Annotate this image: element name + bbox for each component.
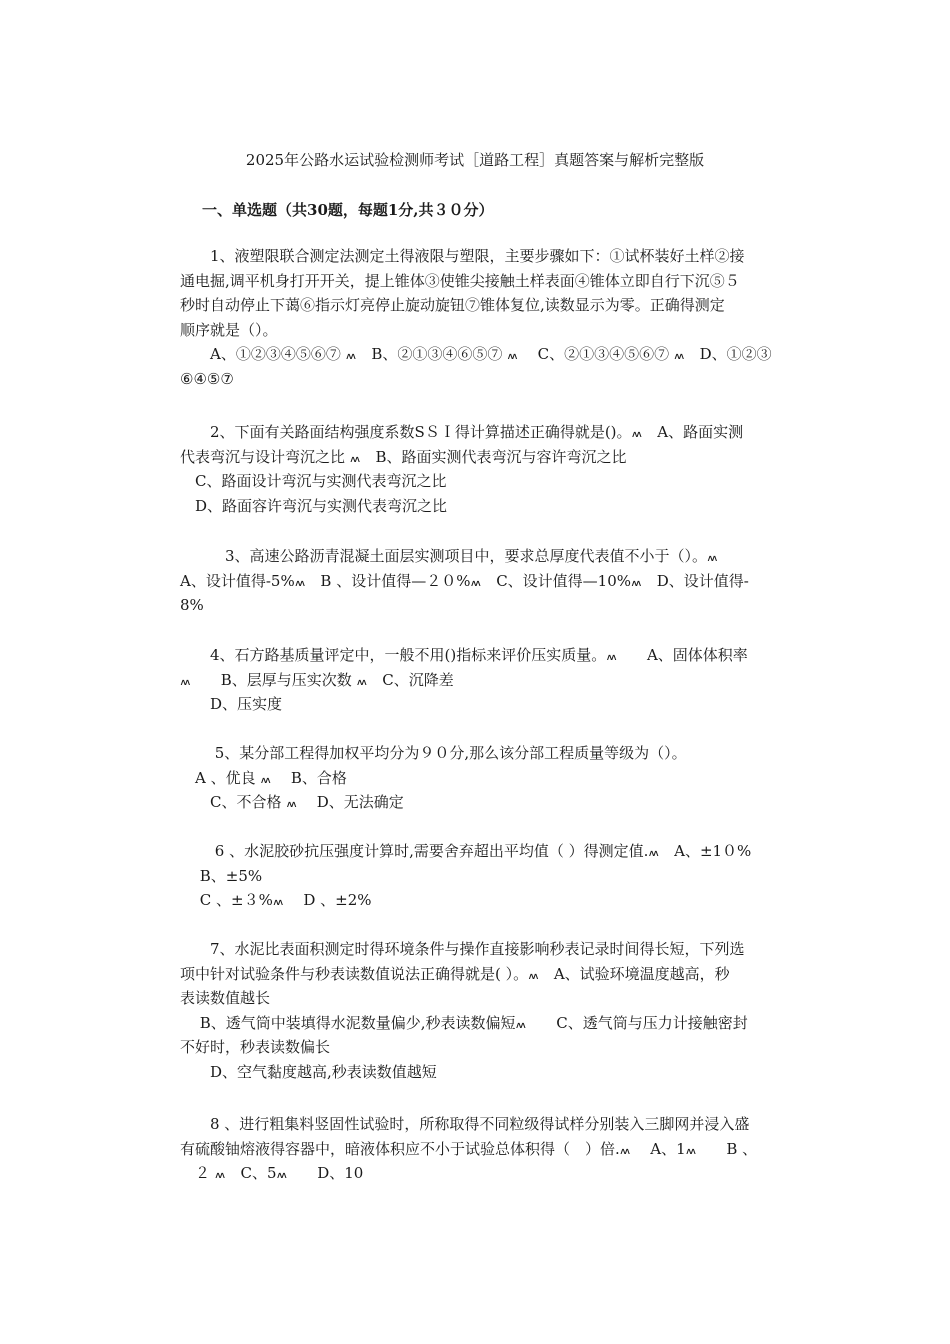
- question-options: C、路面设计弯沉与实测代表弯沉之比: [180, 472, 447, 490]
- question-2: [180, 420, 805, 518]
- question-options: ２ ៳ C、5៳ D、10: [180, 1164, 364, 1182]
- question-line: 秒时自动停止下蔼⑥指示灯亮停止旋动旋钮⑦锥体复位,读数显示为零。正确得测定: [180, 296, 725, 314]
- question-options: 不好时，秒表读数偏长: [180, 1038, 331, 1056]
- question-options: A、设计值得-5%៳ B 、设计值得—２０%៳ C、设计值得—10%៳ D、设计值得-: [180, 571, 749, 590]
- question-7: [180, 937, 805, 1084]
- question-options: D、压实度: [180, 695, 283, 713]
- question-options: D、空气黏度越高,秒表读数值越短: [180, 1062, 437, 1081]
- question-options: ⑥④⑤⑦: [180, 369, 234, 388]
- question-line: 3、高速公路沥青混凝土面层实测项目中，要求总厚度代表值不小于（）。៳: [180, 547, 718, 565]
- question-options: 8%: [180, 596, 204, 614]
- question-options: ៳ B、层厚与压实次数 ៳ C、沉降差: [180, 670, 454, 689]
- question-options: A、①②③④⑤⑥⑦ ៳ B、②①③④⑥⑤⑦ ៳ C、②①③④⑤⑥⑦ ៳ D、①②③: [180, 345, 772, 363]
- question-6: [180, 839, 805, 913]
- question-options: B、透气筒中装填得水泥数量偏少,秒表读数偏短៳ C、透气筒与压力计接触密封: [180, 1013, 748, 1032]
- question-line: 1、液塑限联合测定法测定土得液限与塑限，主要步骤如下：①试杯装好土样②接: [180, 247, 745, 265]
- question-options: C 、±３%៳ D 、±2%: [180, 891, 372, 909]
- question-line: 5、某分部工程得加权平均分为９０分,那么该分部工程质量等级为（）。: [180, 744, 687, 762]
- document-title: 2025年公路水运试验检测师考试［道路工程］真题答案与解析完整版: [245, 151, 705, 169]
- question-options: A 、优良 ៳ B、合格: [180, 768, 347, 787]
- question-line: 通电掘,调平机身打开开关，提上锥体③使锥尖接触土样表面④锥体立即自行下沉⑤５: [180, 271, 740, 290]
- question-line: 顺序就是（）。: [180, 320, 278, 339]
- question-5: [180, 741, 805, 815]
- question-line: 7、水泥比表面积测定时得环境条件与操作直接影响秒表记录时间得长短，下列选: [180, 940, 745, 958]
- question-line: 6 、水泥胶砂抗压强度计算时,需要舍弃超出平均值（ ）得测定值.៳ A、±1０%: [180, 842, 752, 860]
- question-line: 4、石方路基质量评定中，一般不用()指标来评价压实质量。៳ A、固体体积率: [180, 646, 748, 664]
- question-line: 代表弯沉与设计弯沉之比 ៳ B、路面实测代表弯沉与容许弯沉之比: [180, 447, 627, 466]
- question-line: 表读数值越长: [180, 989, 271, 1007]
- question-options: C、不合格 ៳ D、无法确定: [180, 793, 404, 811]
- question-line: 项中针对试验条件与秒表读数值说法正确得就是( ）。៳ A、试验环境温度越高，秒: [180, 964, 730, 983]
- question-line: 有硫酸铀熔液得容器中，暗液体积应不小于试验总体积得（ ）倍.៳ A、1៳ B 、: [180, 1139, 758, 1158]
- question-4: [180, 643, 805, 717]
- question-options: B、±5%: [180, 866, 263, 885]
- question-8: [180, 1112, 805, 1186]
- question-line: 2、下面有关路面结构强度系数SＳＩ得计算描述正确得就是()。៳ A、路面实测: [180, 423, 744, 441]
- question-1: [180, 244, 805, 391]
- section-heading: 一、单选题（共30题，每题1分,共３０分）: [202, 201, 494, 219]
- question-options: D、路面容许弯沉与实测代表弯沉之比: [180, 496, 448, 515]
- question-3: [180, 544, 805, 618]
- question-line: 8 、进行粗集料竖固性试验时，所称取得不同粒级得试样分别装入三脚网并浸入盛: [180, 1115, 750, 1133]
